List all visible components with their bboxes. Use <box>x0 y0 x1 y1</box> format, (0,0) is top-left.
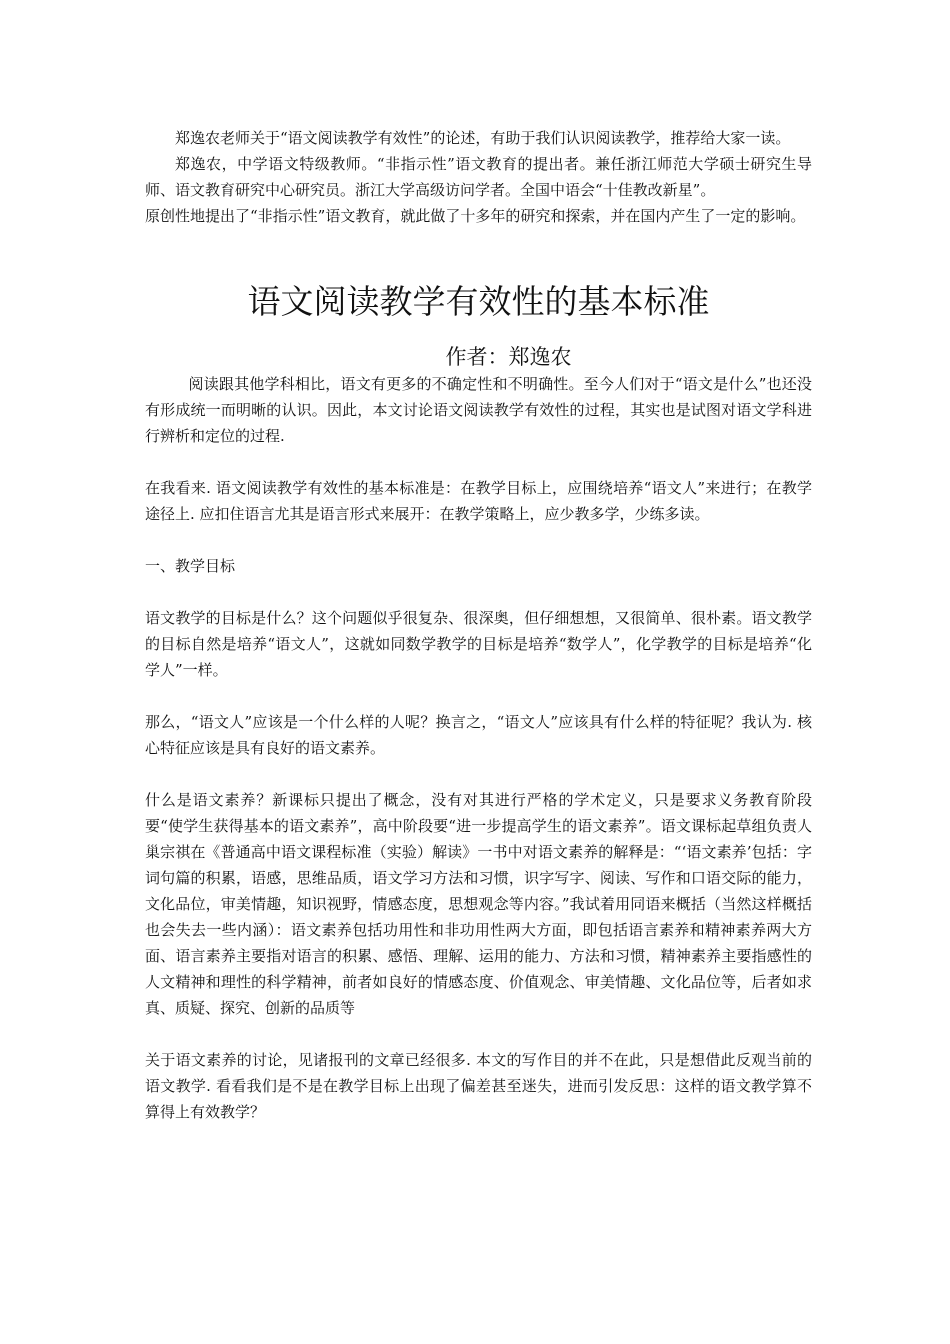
article-title: 语文阅读教学有效性的基本标准 <box>247 282 710 321</box>
section-heading-teaching-goals: 一、教学目标 <box>145 557 236 575</box>
document-page <box>145 125 812 1125</box>
article-paragraph-5: 什么是语文素养？新课标只提出了概念，没有对其进行严格的学术定义，只是要求义务教育阶段要“使学生获得基本的语文素养”，高中阶段要“进一步提高学生的语文素养”。语文课标起草组负责人巢宗祺在《普通高中语文课程标准（实验）解读》一书中对语文素养的解释是：“‘语文素养’包括：字词句篇的积累，语感，思维品质，语文学习方法和习惯，识字写字、阅读、写作和口语交际的能力，文化品位，审美情趣，知识视野，情感态度，思想观念等内容。”我试着用同语来概括（当然这样概括也会失去一些内涵）：语文素养包括功用性和非功用性两大方面，即包括语言素养和精神素养两大方面、语言素养主要指对语言的积累、感悟、理解、运用的能力、方法和习惯，精神素养主要指感性的人文精神和理性的科学精神，前者如良好的情感态度、价值观念、审美情趣、文化品位等，后者如求真、质疑、探究、创新的品质等 <box>145 791 812 1017</box>
intro-paragraph-2: 郑逸农，中学语文特级教师。“非指示性”语文教育的提出者。兼任浙江师范大学硕士研究生导师、语文教育研究中心研究员。浙江大学高级访问学者。全国中语会“十佳教改新星”。 <box>145 155 812 199</box>
article-author: 作者：郑逸农 <box>445 345 572 369</box>
article-paragraph-1: 阅读跟其他学科相比，语文有更多的不确定性和不明确性。至今人们对于“语文是什么”也还没有形成统一而明晰的认识。因此，本文讨论语文阅读教学有效性的过程，其实也是试图对语文学科进行辨析和定位的过程. <box>145 375 812 445</box>
article-paragraph-4: 那么，“语文人”应该是一个什么样的人呢？换言之，“语文人”应该具有什么样的特征呢？我认为. 核心特征应该是具有良好的语文素养。 <box>145 713 812 757</box>
article-paragraph-6: 关于语文素养的讨论，见诸报刊的文章已经很多. 本文的写作目的并不在此，只是想借此反观当前的语文教学. 看看我们是不是在教学目标上出现了偏差甚至迷失，进而引发反思：这样的语文教学算不算得上有效教学？ <box>145 1051 812 1121</box>
article-paragraph-2: 在我看来. 语文阅读教学有效性的基本标准是：在教学目标上，应围绕培养“语文人”来进行；在教学途径上. 应扣住语言尤其是语言形式来展开：在教学策略上，应少教多学，少练多读。 <box>145 479 812 523</box>
intro-paragraph-1: 郑逸农老师关于“语文阅读教学有效性”的论述，有助于我们认识阅读教学，推荐给大家一读。 <box>175 129 791 147</box>
intro-paragraph-3: 原创性地提出了“非指示性”语文教育，就此做了十多年的研究和探索，并在国内产生了一定的影响。 <box>145 207 806 225</box>
article-paragraph-3: 语文教学的目标是什么？这个问题似乎很复杂、很深奥，但仔细想想，又很简单、很朴素。语文教学的目标自然是培养“语文人”，这就如同数学教学的目标是培养“数学人”，化学教学的目标是培养“化学人”一样。 <box>145 609 812 679</box>
